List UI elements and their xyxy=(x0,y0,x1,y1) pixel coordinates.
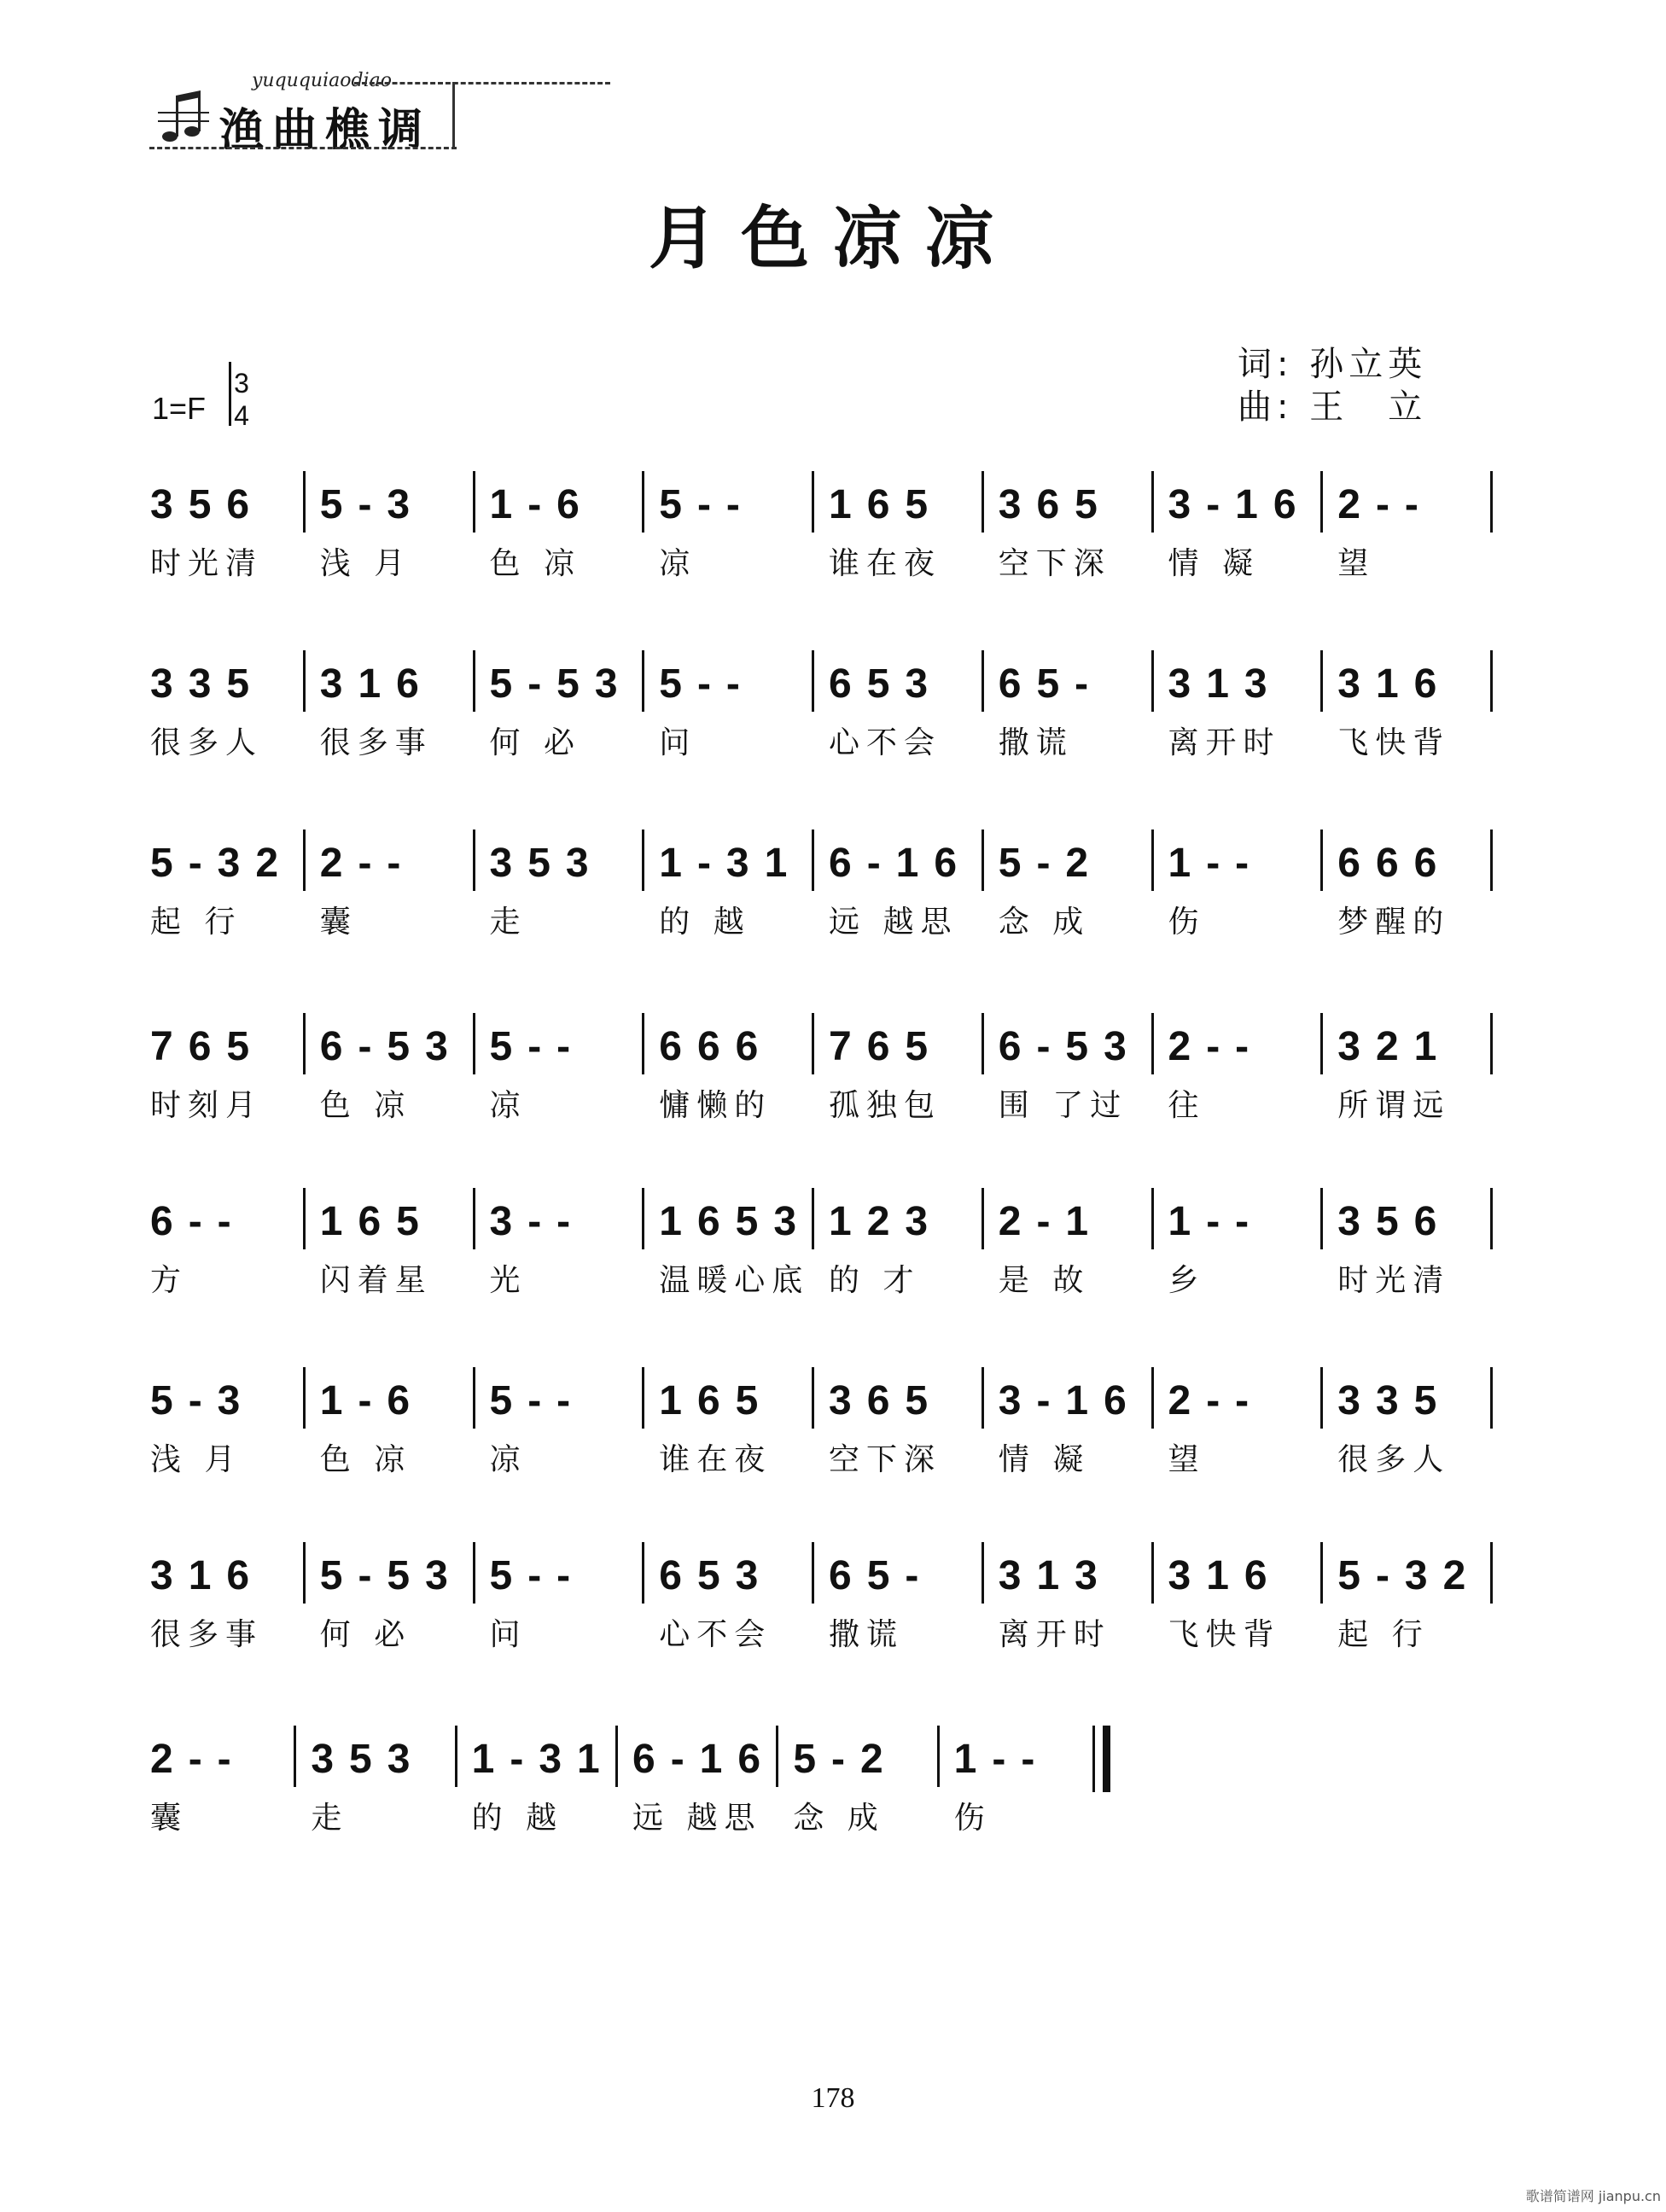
publisher-logo xyxy=(149,61,465,155)
measure xyxy=(485,657,655,768)
measure xyxy=(993,1195,1163,1306)
barline xyxy=(642,650,644,712)
measure-lyrics: 很多事 xyxy=(150,1617,264,1652)
measure-notes: 1-31 xyxy=(659,841,803,886)
measure xyxy=(315,1549,485,1660)
logo-pinyin: yuququiaodiao xyxy=(252,70,392,91)
score-system xyxy=(145,1195,1502,1306)
measure xyxy=(1332,657,1502,768)
measure xyxy=(993,657,1163,768)
measure-lyrics: 所谓远 xyxy=(1337,1088,1451,1123)
logo-dashed-line-bottom xyxy=(149,147,457,149)
barline xyxy=(1151,1367,1154,1429)
barline xyxy=(982,1542,984,1604)
measure-notes: 1-- xyxy=(1168,1199,1265,1244)
barline xyxy=(642,471,644,533)
measure-lyrics: 念 成 xyxy=(998,905,1091,940)
measure-lyrics: 起 行 xyxy=(150,905,242,940)
measure-notes: 5-3 xyxy=(319,482,426,527)
barline xyxy=(1490,471,1493,533)
measure xyxy=(1163,1020,1333,1131)
measure-notes: 5-- xyxy=(659,661,755,707)
measure-notes: 123 xyxy=(829,1199,944,1244)
measure xyxy=(145,1549,315,1660)
measure-notes: 353 xyxy=(489,841,604,886)
measure xyxy=(315,478,485,589)
barline xyxy=(1320,1367,1323,1429)
measure-notes: 1-6 xyxy=(319,1378,426,1423)
measure-notes: 5-3 xyxy=(150,1378,256,1423)
barline xyxy=(1320,650,1323,712)
barline xyxy=(1320,1542,1323,1604)
barline xyxy=(473,471,475,533)
measure-lyrics: 色 凉 xyxy=(489,546,581,581)
measure-lyrics: 心不会 xyxy=(659,1617,772,1652)
measure xyxy=(1163,478,1333,589)
measure-notes: 5-- xyxy=(659,482,755,527)
measure xyxy=(1332,478,1502,589)
barline xyxy=(455,1726,457,1787)
barline xyxy=(812,1013,814,1074)
barline xyxy=(812,650,814,712)
measure xyxy=(315,657,485,768)
score-system xyxy=(145,657,1502,768)
measure xyxy=(1163,836,1333,947)
key-signature: 1=F xyxy=(152,391,207,426)
measure-notes: 365 xyxy=(829,1378,944,1423)
measure-lyrics: 望 xyxy=(1168,1442,1206,1477)
measure-lyrics: 的 越 xyxy=(659,905,751,940)
measure xyxy=(145,1020,315,1131)
measure xyxy=(1332,1020,1502,1131)
barline xyxy=(473,1367,475,1429)
measure-lyrics: 温暖心底 xyxy=(659,1263,810,1298)
measure-notes: 5-32 xyxy=(1337,1553,1482,1598)
barline xyxy=(1490,1013,1493,1074)
time-signature xyxy=(229,367,254,432)
measure-lyrics: 囊 xyxy=(150,1801,189,1836)
measure xyxy=(485,1549,655,1660)
barline xyxy=(303,650,306,712)
measure-lyrics: 很多事 xyxy=(319,725,433,760)
barline xyxy=(812,1367,814,1429)
measure xyxy=(824,1195,993,1306)
measure-lyrics: 情 凝 xyxy=(998,1442,1091,1477)
barline xyxy=(303,1367,306,1429)
barline xyxy=(1490,830,1493,891)
barline xyxy=(1151,650,1154,712)
measure xyxy=(993,1374,1163,1485)
barline xyxy=(642,1013,644,1074)
barline xyxy=(1320,1188,1323,1249)
barline xyxy=(473,1542,475,1604)
measure xyxy=(824,1020,993,1131)
measure-lyrics: 囊 xyxy=(319,905,358,940)
measure-lyrics: 问 xyxy=(659,725,697,760)
measure-lyrics: 浅 月 xyxy=(150,1442,242,1477)
measure-lyrics: 撒谎 xyxy=(829,1617,905,1652)
barline xyxy=(1151,1013,1154,1074)
measure-notes: 353 xyxy=(311,1737,426,1782)
measure xyxy=(824,836,993,947)
measure xyxy=(654,1020,824,1131)
barline xyxy=(776,1726,778,1787)
page-number: 178 xyxy=(811,2082,855,2114)
barline xyxy=(1320,471,1323,533)
barline xyxy=(642,1542,644,1604)
measure-notes: 5-53 xyxy=(489,661,633,707)
measure-notes: 3-16 xyxy=(1168,482,1312,527)
measure-lyrics: 很多人 xyxy=(1337,1442,1451,1477)
measure-notes: 5-53 xyxy=(319,1553,463,1598)
measure-notes: 1-- xyxy=(1168,841,1265,886)
measure-notes: 666 xyxy=(1337,841,1453,886)
measure-notes: 335 xyxy=(1337,1378,1453,1423)
measure xyxy=(1163,657,1333,768)
barline xyxy=(812,830,814,891)
barline xyxy=(303,471,306,533)
measure-lyrics: 时光清 xyxy=(150,546,264,581)
measure-lyrics: 时刻月 xyxy=(150,1088,264,1123)
barline xyxy=(982,830,984,891)
measure-notes: 653 xyxy=(829,661,944,707)
logo-dashed-line xyxy=(354,82,610,84)
barline xyxy=(812,1542,814,1604)
measure xyxy=(627,1732,788,1843)
measure-notes: 653 xyxy=(659,1553,774,1598)
measure-lyrics: 何 必 xyxy=(489,725,581,760)
measure xyxy=(145,836,315,947)
measure-notes: 1653 xyxy=(659,1199,813,1244)
barline xyxy=(642,830,644,891)
measure-lyrics: 凉 xyxy=(489,1442,527,1477)
measure-lyrics: 凉 xyxy=(489,1088,527,1123)
measure-lyrics: 往 xyxy=(1168,1088,1206,1123)
measure-notes: 356 xyxy=(150,482,265,527)
measure-lyrics: 伤 xyxy=(1168,905,1206,940)
measure-lyrics: 空下深 xyxy=(998,546,1111,581)
measure-notes: 321 xyxy=(1337,1024,1453,1069)
time-signature-bottom: 4 xyxy=(234,400,249,431)
measure xyxy=(485,1020,655,1131)
logo-divider xyxy=(452,82,455,148)
composer-credit: 曲: 王 立 xyxy=(1238,387,1428,427)
measure-lyrics: 梦醒的 xyxy=(1337,905,1451,940)
measure-lyrics: 远 越思 xyxy=(829,905,958,940)
barline xyxy=(982,1367,984,1429)
measure-notes: 3-- xyxy=(489,1199,586,1244)
logo-name: 渔曲樵调 xyxy=(219,105,432,156)
barline xyxy=(982,1188,984,1249)
measure-notes: 335 xyxy=(150,661,265,707)
measure xyxy=(315,1020,485,1131)
measure-notes: 165 xyxy=(319,1199,434,1244)
barline xyxy=(294,1726,296,1787)
measure-notes: 1-31 xyxy=(471,1737,615,1782)
measure xyxy=(1332,1374,1502,1485)
time-signature-top: 3 xyxy=(234,368,249,399)
measure-lyrics: 慵懒的 xyxy=(659,1088,772,1123)
barline xyxy=(473,830,475,891)
measure-notes: 2-1 xyxy=(998,1199,1104,1244)
barline xyxy=(1151,1188,1154,1249)
barline xyxy=(1320,1013,1323,1074)
measure-lyrics: 问 xyxy=(489,1617,527,1652)
measure xyxy=(824,1374,993,1485)
measure-notes: 765 xyxy=(829,1024,944,1069)
measure-notes: 2-- xyxy=(1168,1024,1265,1069)
lyricist-credit: 词: 孙立英 xyxy=(1238,345,1428,384)
score-system xyxy=(145,478,1502,589)
measure-notes: 165 xyxy=(659,1378,774,1423)
measure-lyrics: 离开时 xyxy=(1168,725,1281,760)
measure-notes: 313 xyxy=(998,1553,1113,1598)
measure-notes: 3-16 xyxy=(998,1378,1142,1423)
measure-lyrics: 心不会 xyxy=(829,725,942,760)
measure-notes: 65- xyxy=(829,1553,935,1598)
measure-notes: 1-- xyxy=(953,1737,1051,1782)
measure-lyrics: 谁在夜 xyxy=(659,1442,772,1477)
barline xyxy=(1490,1542,1493,1604)
barline xyxy=(1151,1542,1154,1604)
measure-lyrics: 念 成 xyxy=(793,1801,885,1836)
measure-lyrics: 情 凝 xyxy=(1168,546,1260,581)
score-system xyxy=(145,1732,1502,1843)
measure-lyrics: 光 xyxy=(489,1263,527,1298)
measure xyxy=(993,836,1163,947)
measure-notes: 65- xyxy=(998,661,1104,707)
measure-lyrics: 色 凉 xyxy=(319,1442,412,1477)
measure xyxy=(824,478,993,589)
measure-notes: 5-- xyxy=(489,1553,586,1598)
measure xyxy=(485,478,655,589)
measure xyxy=(993,1549,1163,1660)
measure xyxy=(654,836,824,947)
final-barline-thin xyxy=(1092,1726,1095,1792)
measure-lyrics: 的 越 xyxy=(471,1801,564,1836)
measure-notes: 5-- xyxy=(489,1378,586,1423)
measure-lyrics: 飞快背 xyxy=(1337,725,1451,760)
measure-lyrics: 时光清 xyxy=(1337,1263,1451,1298)
measure-notes: 5-32 xyxy=(150,841,294,886)
barline xyxy=(982,471,984,533)
measure-notes: 1-6 xyxy=(489,482,595,527)
measure-notes: 313 xyxy=(1168,661,1283,707)
measure-lyrics: 色 凉 xyxy=(319,1088,412,1123)
measure xyxy=(467,1732,627,1843)
measure-lyrics: 望 xyxy=(1337,546,1376,581)
measure-lyrics: 空下深 xyxy=(829,1442,942,1477)
barline xyxy=(1151,830,1154,891)
measure-notes: 316 xyxy=(1337,661,1453,707)
measure-lyrics: 浅 月 xyxy=(319,546,412,581)
barline xyxy=(303,1188,306,1249)
measure-lyrics: 走 xyxy=(311,1801,349,1836)
barline xyxy=(303,1542,306,1604)
measure-notes: 356 xyxy=(1337,1199,1453,1244)
barline xyxy=(982,650,984,712)
measure-lyrics: 闪着星 xyxy=(319,1263,433,1298)
measure-notes: 2-- xyxy=(319,841,416,886)
measure-notes: 5-2 xyxy=(998,841,1104,886)
barline xyxy=(303,830,306,891)
barline xyxy=(642,1367,644,1429)
measure xyxy=(654,1195,824,1306)
measure-lyrics: 很多人 xyxy=(150,725,264,760)
measure xyxy=(1163,1195,1333,1306)
song-title: 月色凉凉 xyxy=(649,199,1017,278)
measure-notes: 165 xyxy=(829,482,944,527)
music-notes-icon xyxy=(158,87,209,147)
measure-lyrics: 的 才 xyxy=(829,1263,921,1298)
measure xyxy=(1163,1549,1333,1660)
score-system xyxy=(145,1374,1502,1485)
barline xyxy=(1151,471,1154,533)
measure-lyrics: 方 xyxy=(150,1263,189,1298)
measure-lyrics: 走 xyxy=(489,905,527,940)
measure xyxy=(949,1732,1110,1843)
measure xyxy=(824,657,993,768)
measure-lyrics: 伤 xyxy=(953,1801,992,1836)
measure-notes: 6-53 xyxy=(998,1024,1142,1069)
measure xyxy=(145,478,315,589)
barline xyxy=(1490,650,1493,712)
measure xyxy=(654,478,824,589)
measure xyxy=(788,1732,948,1843)
measure-notes: 6-16 xyxy=(829,841,973,886)
measure xyxy=(315,1374,485,1485)
measure-lyrics: 撒谎 xyxy=(998,725,1074,760)
barline xyxy=(1320,830,1323,891)
barline xyxy=(937,1726,940,1787)
measure xyxy=(145,1195,315,1306)
measure-notes: 765 xyxy=(150,1024,265,1069)
measure xyxy=(1163,1374,1333,1485)
time-signature-divider xyxy=(229,362,231,426)
barline xyxy=(473,650,475,712)
barline xyxy=(615,1726,618,1787)
barline xyxy=(1490,1367,1493,1429)
measure xyxy=(654,1549,824,1660)
barline xyxy=(1490,1188,1493,1249)
measure-notes: 316 xyxy=(1168,1553,1283,1598)
measure xyxy=(993,1020,1163,1131)
barline xyxy=(812,1188,814,1249)
measure xyxy=(485,1374,655,1485)
barline xyxy=(812,471,814,533)
final-barline-thick xyxy=(1103,1726,1110,1792)
measure xyxy=(1332,1549,1502,1660)
measure-lyrics: 凉 xyxy=(659,546,697,581)
measure-notes: 316 xyxy=(150,1553,265,1598)
measure xyxy=(315,1195,485,1306)
measure xyxy=(1332,836,1502,947)
measure xyxy=(315,836,485,947)
measure-notes: 666 xyxy=(659,1024,774,1069)
measure-notes: 5-2 xyxy=(793,1737,899,1782)
measure xyxy=(485,1195,655,1306)
measure-notes: 6-53 xyxy=(319,1024,463,1069)
measure-lyrics: 何 必 xyxy=(319,1617,412,1652)
measure-notes: 6-16 xyxy=(632,1737,777,1782)
measure xyxy=(145,657,315,768)
measure xyxy=(654,1374,824,1485)
measure-lyrics: 远 越思 xyxy=(632,1801,762,1836)
barline xyxy=(303,1013,306,1074)
measure-lyrics: 谁在夜 xyxy=(829,546,942,581)
measure-lyrics: 飞快背 xyxy=(1168,1617,1281,1652)
measure xyxy=(993,478,1163,589)
measure xyxy=(824,1549,993,1660)
barline xyxy=(473,1013,475,1074)
score-system xyxy=(145,836,1502,947)
barline xyxy=(982,1013,984,1074)
score-system xyxy=(145,1020,1502,1131)
measure xyxy=(485,836,655,947)
watermark: 歌谱简谱网 jianpu.cn xyxy=(1525,2188,1661,2204)
measure-lyrics: 围 了过 xyxy=(998,1088,1128,1123)
barline xyxy=(473,1188,475,1249)
measure-notes: 6-- xyxy=(150,1199,247,1244)
measure-notes: 5-- xyxy=(489,1024,586,1069)
barline xyxy=(642,1188,644,1249)
measure xyxy=(145,1374,315,1485)
measure-lyrics: 起 行 xyxy=(1337,1617,1430,1652)
measure-lyrics: 孤独包 xyxy=(829,1088,942,1123)
score-system xyxy=(145,1549,1502,1660)
measure-notes: 316 xyxy=(319,661,434,707)
measure-lyrics: 乡 xyxy=(1168,1263,1206,1298)
measure xyxy=(1332,1195,1502,1306)
measure-notes: 2-- xyxy=(150,1737,247,1782)
measure xyxy=(306,1732,466,1843)
measure-notes: 2-- xyxy=(1337,482,1434,527)
measure-lyrics: 是 故 xyxy=(998,1263,1091,1298)
measure xyxy=(654,657,824,768)
measure-notes: 365 xyxy=(998,482,1113,527)
measure-lyrics: 离开时 xyxy=(998,1617,1111,1652)
measure-notes: 2-- xyxy=(1168,1378,1265,1423)
measure xyxy=(145,1732,306,1843)
